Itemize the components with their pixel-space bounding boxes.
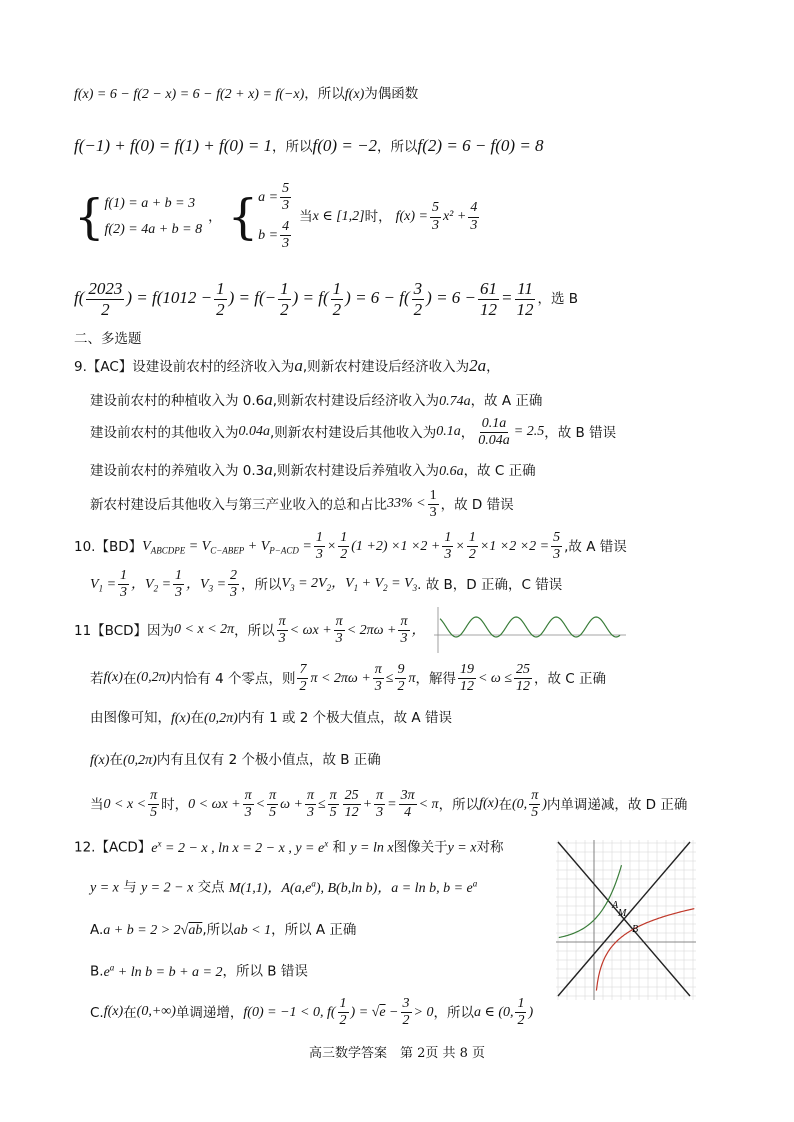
line-even-function: f(x) = 6 − f(2 − x) = 6 − f(2 + x) = f(−x)，所以f(x)为偶函数 <box>74 86 419 102</box>
q9-line-2: 建设前农村的其他收入为 0.04a ,则新农村建设后其他收入为 0.1a ， $\frac{0.1a}{0.04a}$ = 2.5 ，故 B 错误 <box>90 416 617 449</box>
label-B: B <box>632 924 639 935</box>
section-heading: 二、多选题 <box>74 331 142 347</box>
q9-line-3: 建设前农村的养殖收入为 0.3a,则新农村建设后养殖收入为0.6a，故 C 正确 <box>90 460 536 479</box>
q9-line-1: 建设前农村的种植收入为 0.6a,则新农村建设后经济收入为0.74a，故 A 正确 <box>90 390 543 409</box>
q11-line-2: 若 f(x) 在 (0,2π) 内恰有 4 个零点，则 $\frac{7}{2}$ π < 2πω + $\frac{\pi}{3}$ ≤ $\frac{9}{2}$ π ，解得 $\frac{19}{12}$ < ω ≤ $\frac{25}{12}$ ，故 C 正确 <box>90 662 607 695</box>
q10-line-2: $V_1$ = $\frac{1}{3}$ ，$V_2$ = $\frac{1}{3}$ ，$V_3$ = $\frac{2}{3}$ ，所以 $V_3 = 2V_2$，$V_1 + V_2 = V_3$ . 故 B，D 正确，C 错误 <box>90 568 563 601</box>
line-system: { f(1) = a + b = 3 f(2) = 4a + b = 8 ， { a = $\frac{5}{3}$ b = $\frac{4}{3}$ 当 x ∈ [1,2] 时， f(x) = $\frac{5}{3}$ x² + $\frac{4}{3}$ <box>74 181 478 252</box>
math-expr: f(x) = 6 − f(2 − x) = 6 − f(2 + x) = f(−x) <box>74 87 305 102</box>
q11-line-5: 当 0 < x < $\frac{\pi}{5}$ 时， 0 < ωx + $\frac{\pi}{3}$ < $\frac{\pi}{5}$ ω + $\frac{\pi}{3}$ ≤ $\frac{\pi}{5}$ $\frac{25}{12}$ + $\frac{\pi}{3}$ = $\frac{3\pi}{4}$ < π ，所以 f(x) 在 (0, $\frac{\pi}{5}$ ) 内单调递减，故 D 正确 <box>90 788 688 821</box>
q12-line-2: y = x 与 y = 2 − x 交点 M(1,1)，$A(a,e^a)$, B(b,ln b)，a = ln b, $b = e^a$ <box>90 878 478 896</box>
line-f-2023: f( $\frac{2023}{2}$ ) = f(1012 − $\frac{1}{2}$ ) = f(− $\frac{1}{2}$ ) = f( $\frac{1}{2}$ ) = 6 − f( $\frac{3}{2}$ ) = 6 − $\frac{61}{12}$ = $\frac{11}{12}$ ，选 B <box>74 279 579 319</box>
q10-head: 10.【BD】 $V_{ABCDPE} = V_{C-ABEP} + V_{P-ACD}$ = $\frac{1}{3}$ × $\frac{1}{2}$ (1 +2) ×1 ×2 + $\frac{1}{3}$ × $\frac{1}{2}$ ×1 ×2 ×2 = $\frac{5}{3}$ ,故 A 错误 <box>74 530 627 563</box>
q11-line-3: 由图像可知，f(x)在(0,2π)内有 1 或 2 个极大值点，故 A 错误 <box>90 710 452 726</box>
q11-head: 11【BCD】因为 0 < x < 2π ，所以 $\frac{\pi}{3}$ < ωx + $\frac{\pi}{3}$ < 2πω + $\frac{\pi}{3}$ ， <box>74 614 426 647</box>
label-M: M <box>618 908 627 919</box>
q12-line-3: A.a + b = 2 > 2√ab,所以ab < 1，所以 A 正确 <box>90 922 357 938</box>
q9-line-4: 新农村建设后其他收入与第三产业收入的总和占比 33% < $\frac{1}{3}$ ，故 D 错误 <box>90 488 514 521</box>
q12-head: 12.【ACD】$e^x = 2 - x$ , ln x = 2 − x , $y = e^x$ 和 y = ln x图像关于y = x对称 <box>74 838 504 856</box>
q11-line-4: f(x)在(0,2π)内有且仅有 2 个极小值点，故 B 正确 <box>90 752 381 768</box>
cosine-graph <box>430 605 630 655</box>
label-A: A <box>612 900 619 911</box>
line-f-values: f(−1) + f(0) = f(1) + f(0) = 1，所以f(0) = −2，所以f(2) = 6 − f(0) = 8 <box>74 136 544 155</box>
q9-head: 9.【AC】设建设前农村的经济收入为a,则新农村建设后经济收入为2a， <box>74 356 500 375</box>
q12-line-4: $B.e^a + \ln b = b + a = 2$，所以 B 错误 <box>90 962 308 980</box>
exp-log-graph <box>556 840 696 1000</box>
q12-line-5: C. f(x) 在 (0,+∞) 单调递增， f(0) = −1 < 0, f( $\frac{1}{2}$ ) = √e − $\frac{3}{2}$ > 0 ，所以 a ∈ (0, $\frac{1}{2}$ ) <box>90 996 534 1029</box>
curve-ln <box>596 909 694 991</box>
page-footer: 高三数学答案 第 2页 共 8 页 <box>308 1046 486 1061</box>
